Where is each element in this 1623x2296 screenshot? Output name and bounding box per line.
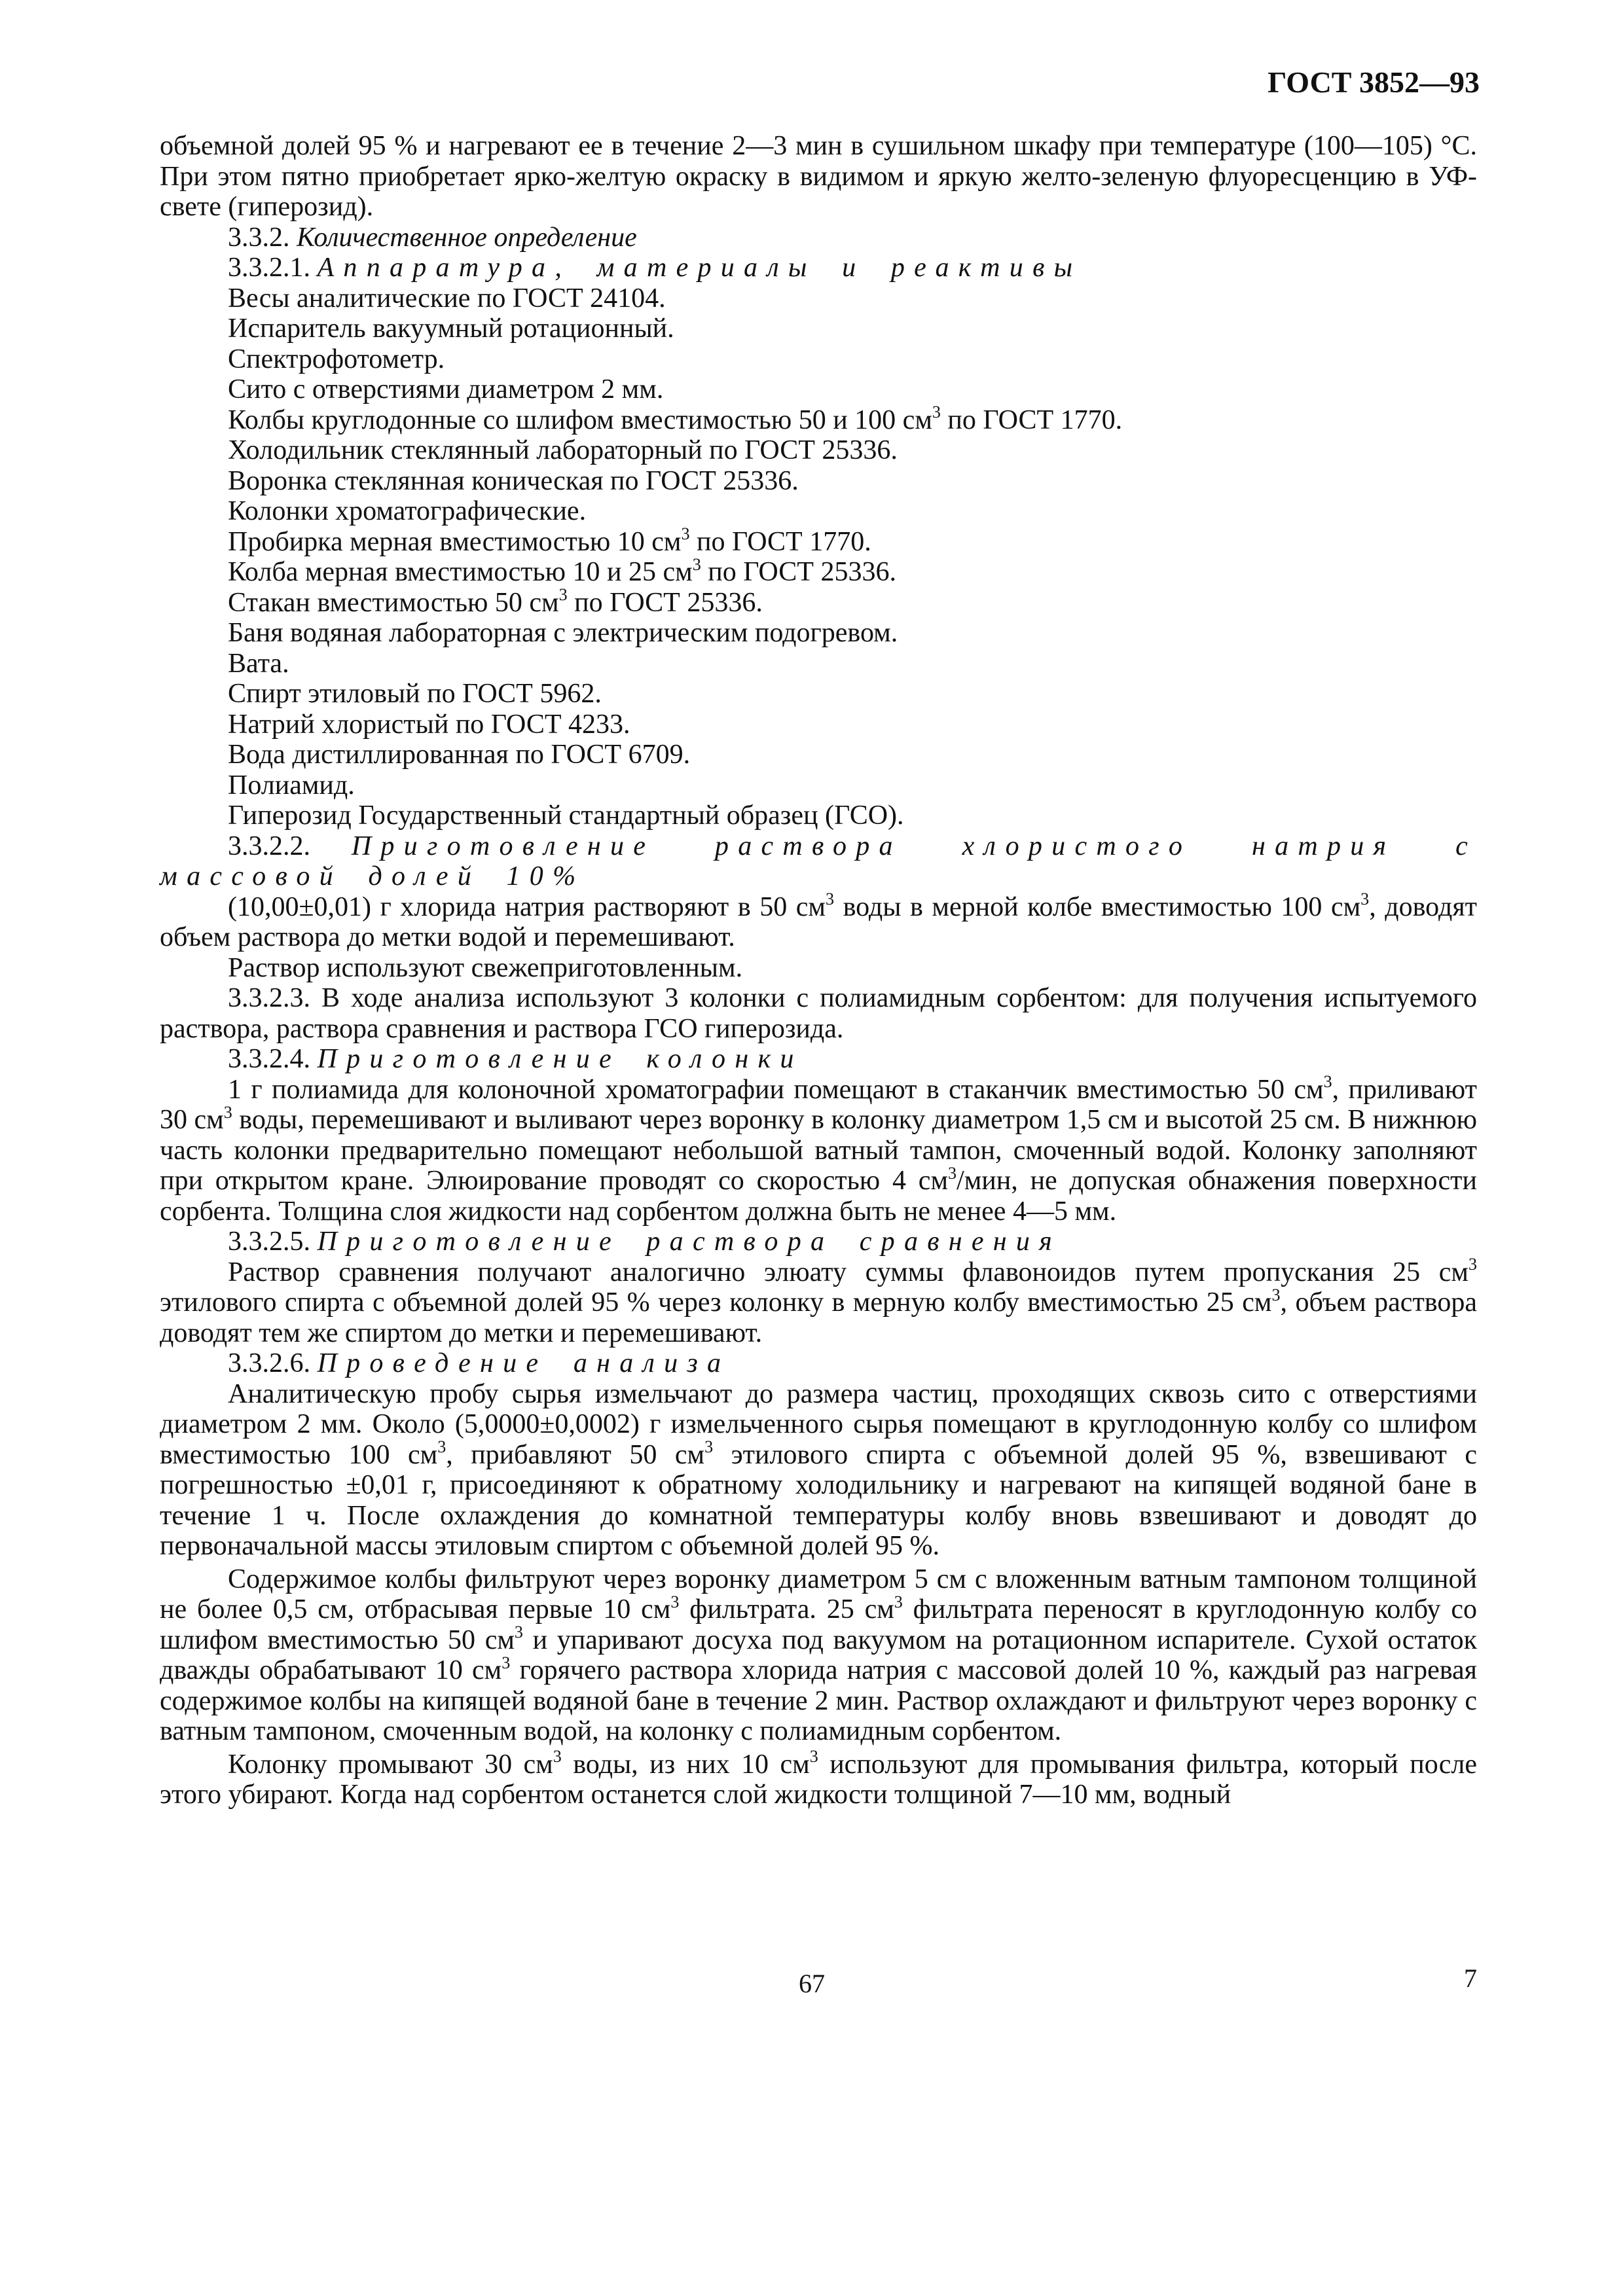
equipment-item: Спирт этиловый по ГОСТ 5962. xyxy=(228,679,602,709)
sheet-number: 7 xyxy=(1464,1964,1477,1993)
sodium-chloride-paragraph: (10,00±0,01) г хлорида натрия растворяют в 50 $см^3$ воды в мерной колбе вместимостью 100 $см^3$, доводят объем раствора до метки водой и перемешивают. xyxy=(160,889,1477,952)
section-title: Аппаратура, материалы и реактивы xyxy=(317,253,1082,283)
equipment-item: Пробирка мерная вместимостью 10 $см^3$ по ГОСТ 1770. xyxy=(228,524,871,557)
analysis-paragraph-2: Содержимое колбы фильтруют через воронку диаметром 5 см с вложенным ватным тампоном толщиной не более 0,5 см, отбрасывая первые 10 $см^3$ фильтрата. 25 $см^3$ фильтрата переносят в круглодонную колбу со шлифом вместимостью 50 $см^3$ и упаривают досуха под вакуумом на ротационном испарителе. Сухой остаток дважды обрабатывают 10 $см^3$ горячего раствора хлорида натрия с массовой долей 10 %, каждый раз нагревая содержимое колбы на кипящей водяной бане в течение 2 мин. Раствор охлаждают и фильтруют через воронку с ватным тампоном, смоченным водой, на колонку с полиамидным сорбентом. xyxy=(160,1564,1478,1746)
section-3-3-2-3-paragraph: 3.3.2.3. В ходе анализа используют 3 колонки с полиамидным сорбентом: для получения испытуемого раствора, раствора сравнения и раствора ГСО гиперозида. xyxy=(160,983,1477,1044)
equipment-item: Испаритель вакуумный ротационный. xyxy=(228,314,674,344)
equipment-item: Гиперозид Государственный стандартный образец (ГСО). xyxy=(228,800,904,831)
page-number: 67 xyxy=(799,1969,825,1998)
equipment-item: Воронка стеклянная коническая по ГОСТ 25336. xyxy=(228,465,799,496)
analysis-paragraph-3: Колонку промывают 30 $см^3$ воды, из них 10 $см^3$ используют для промывания фильтра, который после этого убирают. Когда над сорбентом останется слой жидкости толщиной 7—10 мм, водный xyxy=(160,1747,1477,1810)
equipment-item: Холодильник стеклянный лабораторный по ГОСТ 25336. xyxy=(228,435,898,465)
equipment-item: Стакан вместимостью 50 $см^3$ по ГОСТ 25336. xyxy=(228,585,763,618)
equipment-item: Полиамид. xyxy=(228,770,355,800)
equipment-item: Сито с отверстиями диаметром 2 мм. xyxy=(228,374,664,404)
equipment-item: Колба мерная вместимостью 10 и 25 $см^3$ по ГОСТ 25336. xyxy=(228,554,896,587)
equipment-item: Натрий хлористый по ГОСТ 4233. xyxy=(228,709,630,740)
equipment-item: Вода дистиллированная по ГОСТ 6709. xyxy=(228,740,691,770)
section-3-3-2-4-heading: 3.3.2.4. Приготовление колонки xyxy=(228,1044,803,1074)
section-title: Проведение анализа xyxy=(317,1348,731,1378)
equipment-item: Колбы круглодонные со шлифом вместимостью 50 и 100 $см^3$ по ГОСТ 1770. xyxy=(228,403,1123,435)
document-body xyxy=(160,131,1477,1810)
section-title: Приготовление раствора хлористого натрия с массовой долей 10% xyxy=(160,831,1477,891)
section-3-3-2-6-heading: 3.3.2.6. Проведение анализа xyxy=(228,1348,731,1378)
equipment-item: Весы аналитические по ГОСТ 24104. xyxy=(228,283,666,314)
column-preparation-paragraph: 1 г полиамида для колоночной хроматографии помещают в стаканчик вместимостью 50 $см^3$, приливают 30 $см^3$ воды, перемешивают и выливают через воронку в колонку диаметром 1,5 см и высотой 25 см. В нижнюю часть колонки предварительно помещают небольшой ватный тампон, смоченный водой. Колонку заполняют при открытом кране. Элюирование проводят со скоростью 4 $см^3$/мин, не допуская обнажения поверхности сорбента. Толщина слоя жидкости над сорбентом должна быть не менее 4—5 мм. xyxy=(160,1072,1477,1227)
equipment-item: Баня водяная лабораторная с электрическим подогревом. xyxy=(228,618,898,648)
reference-solution-paragraph: Раствор сравнения получают аналогично элюату суммы флавоноидов путем пропускания 25 $см^3$ этилового спирта с объемной долей 95 % через колонку в мерную колбу вместимостью 25 $см^3$, объем раствора доводят тем же спиртом до метки и перемешивают. xyxy=(160,1255,1477,1348)
section-title: Приготовление раствора сравнения xyxy=(317,1227,1061,1257)
section-3-3-2-5-heading: 3.3.2.5. Приготовление раствора сравнения xyxy=(228,1227,1061,1257)
equipment-item: Колонки хроматографические. xyxy=(228,496,587,526)
section-3-3-2-heading: 3.3.2. Количественное определение xyxy=(228,222,637,253)
analysis-paragraph-1: Аналитическую пробу сырья измельчают до размера частиц, проходящих сквозь сито с отверстиями диаметром 2 мм. Около (5,0000±0,0002) г измельченного сырья помещают в круглодонную колбу со шлифом вместимостью 100 $см^3$, прибавляют 50 $см^3$ этилового спирта с объемной долей 95 %, взвешивают с погрешностью ±0,01 г, присоединяют к обратному холодильнику и нагревают на кипящей водяной бане в течение 1 ч. После охлаждения до комнатной температуры колбу вновь взвешивают и доводят до первоначальной массы этиловым спиртом с объемной долей 95 %. xyxy=(160,1378,1477,1561)
section-title: Приготовление колонки xyxy=(317,1044,803,1074)
intro-paragraph: объемной долей 95 % и нагревают ее в течение 2—3 мин в сушильном шкафу при температуре (100—105) °С. При этом пятно приобретает ярко-желтую окраску в видимом и яркую желто-зеленую флуоресценцию в УФ-свете (гиперозид). xyxy=(160,131,1477,222)
fresh-solution-paragraph: Раствор используют свежеприготовленным. xyxy=(228,952,743,983)
section-3-3-2-1-heading: 3.3.2.1. Аппаратура, материалы и реактивы xyxy=(228,253,1082,283)
standard-header: ГОСТ 3852—93 xyxy=(1267,65,1480,99)
section-title: Количественное определение xyxy=(297,222,637,253)
equipment-item: Вата. xyxy=(228,648,289,679)
equipment-item: Спектрофотометр. xyxy=(228,344,445,374)
section-3-3-2-2-heading: 3.3.2.2. Приготовление раствора хлористого натрия с массовой долей 10% xyxy=(160,831,1477,891)
